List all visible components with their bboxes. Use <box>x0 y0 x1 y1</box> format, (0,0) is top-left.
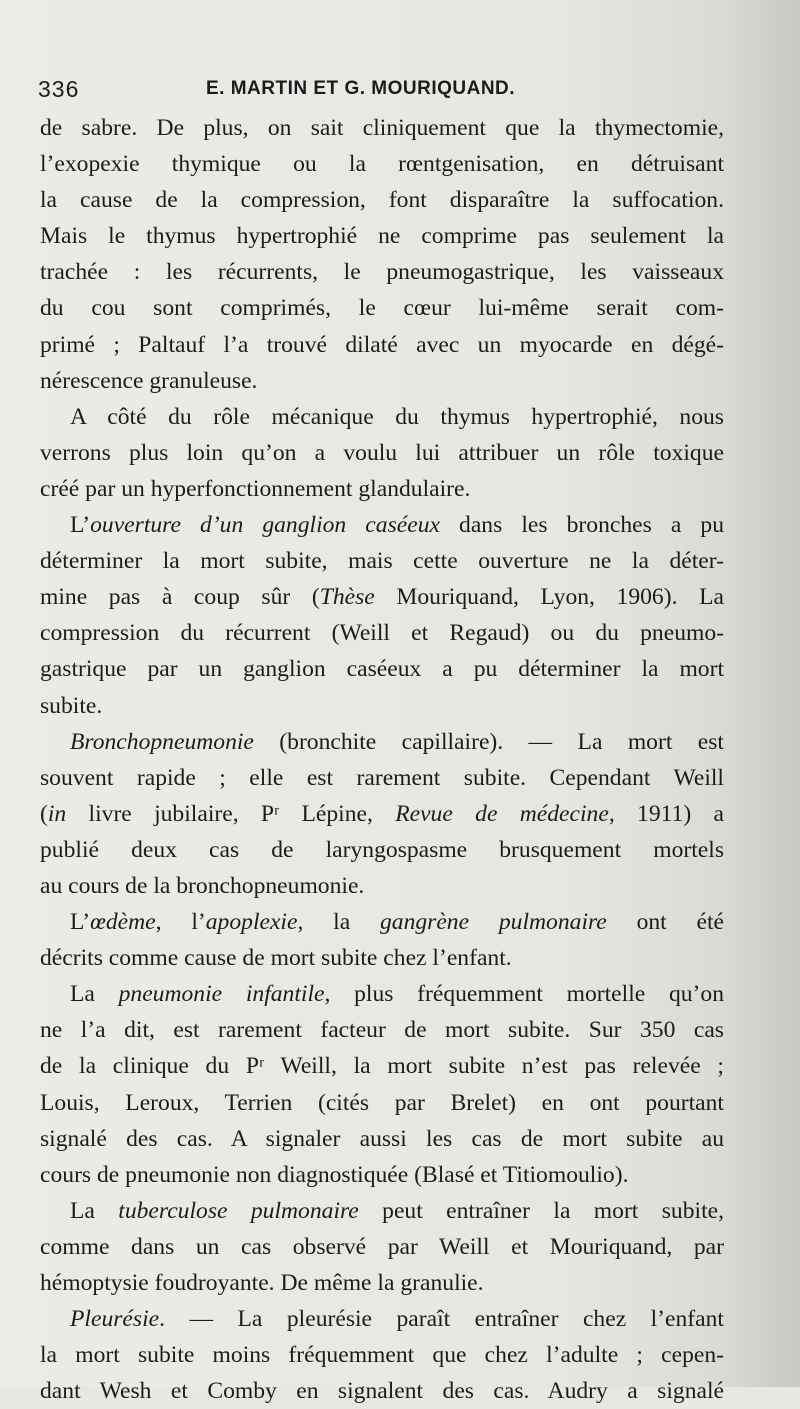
text-run: hémoptysie foudroyante. De même la granulie. <box>40 1270 484 1296</box>
text-run: L’ <box>70 909 91 936</box>
text-run: dans les bronches a pu <box>439 512 724 539</box>
text-line <box>40 1121 724 1157</box>
text-line <box>40 1373 724 1409</box>
text-line <box>40 796 724 832</box>
text-line <box>40 1193 724 1229</box>
text-run: ( <box>40 800 48 827</box>
italic-text: Bronchopneumonie <box>70 728 254 755</box>
italic-text: ouverture d’un ganglion caséeux <box>90 512 440 539</box>
text-run: la mort subite moins fréquemment que chez l’adulte ; cepen- <box>40 1342 724 1369</box>
text-run: au cours de la bronchopneumonie. <box>40 872 365 899</box>
text-line <box>40 1337 724 1373</box>
text-line <box>40 1301 724 1337</box>
text-line <box>40 615 724 651</box>
text-run: mine pas à coup sûr ( <box>40 584 320 611</box>
text-run: ne l’a dit, est rarement facteur de mort subite. Sur 350 cas <box>40 1017 724 1044</box>
text-line <box>40 507 724 543</box>
text-line <box>40 1085 724 1121</box>
text-run: Mouriquand, Lyon, 1906). La <box>374 584 724 611</box>
text-run: gastrique par un ganglion caséeux a pu déterminer la mort <box>40 656 724 683</box>
text-line <box>40 182 724 218</box>
italic-text: Thèse <box>319 584 375 611</box>
text-line <box>40 1048 724 1084</box>
text-run: subite. <box>40 692 103 719</box>
text-run: . — La pleurésie paraît entraîner chez l’enfant <box>159 1306 724 1333</box>
text-run: la cause de la compression, font disparaître la suffocation. <box>40 187 724 214</box>
text-run: de sabre. De plus, on sait cliniquement que la thymectomie, <box>40 115 724 141</box>
italic-text: apoplexie <box>205 909 298 936</box>
text-line <box>40 218 724 254</box>
text-line <box>40 399 724 435</box>
text-line <box>40 976 724 1012</box>
italic-text: tuberculose pulmonaire <box>118 1197 359 1224</box>
body-text <box>40 110 724 1409</box>
text-run: souvent rapide ; elle est rarement subite. Cependant Weill <box>40 764 724 791</box>
page-header <box>38 76 758 106</box>
italic-text: Pleurésie <box>70 1306 160 1333</box>
italic-text: pneumonie infantile <box>118 981 325 1008</box>
page-number: 336 <box>38 76 80 102</box>
italic-text: Revue de médecine <box>395 800 609 827</box>
text-run: trachée : les récurrents, le pneumogastrique, les vaisseaux <box>40 259 724 286</box>
text-line <box>40 327 724 363</box>
text-run: signalé des cas. A signaler aussi les cas de mort subite au <box>40 1125 724 1152</box>
text-run: du cou sont comprimés, le cœur lui-même serait com- <box>40 295 724 322</box>
italic-text: in <box>47 800 67 827</box>
text-run: dant Wesh et Comby en signalent des cas. Audry a signalé <box>40 1378 724 1405</box>
text-run: de la clinique du Pʳ Weill, la mort subite n’est pas relevée ; <box>40 1053 724 1080</box>
text-run: publié deux cas de laryngospasme brusquement mortels <box>40 836 724 863</box>
text-run: Mais le thymus hypertrophié ne comprime pas seulement la <box>40 223 724 250</box>
text-line <box>40 290 724 326</box>
text-line <box>40 254 724 290</box>
text-run: , plus fréquemment mortelle qu’on <box>324 981 724 1008</box>
text-line <box>40 1229 724 1265</box>
text-line <box>40 1157 724 1193</box>
text-line <box>40 904 724 940</box>
text-run: l’exopexie thymique ou la rœntgenisation, en détruisant <box>40 151 724 178</box>
text-run: , la <box>297 909 380 936</box>
text-line <box>40 471 724 507</box>
italic-text: gangrène pulmonaire <box>379 909 607 936</box>
text-run: déterminer la mort subite, mais cette ouverture ne la déter- <box>40 548 724 575</box>
text-line <box>40 146 724 182</box>
text-line <box>40 688 724 724</box>
running-head: E. MARTIN ET G. MOURIQUAND. <box>206 78 516 99</box>
text-run: compression du récurrent (Weill et Regaud) ou du pneumo- <box>40 620 724 647</box>
text-line <box>40 1012 724 1048</box>
text-run: L’ <box>70 512 91 539</box>
text-run: Louis, Leroux, Terrien (cités par Brelet) en ont pourtant <box>40 1089 724 1116</box>
text-run: comme dans un cas observé par Weill et Mouriquand, par <box>40 1233 724 1260</box>
text-line <box>40 760 724 796</box>
text-run: peut entraîner la mort subite, <box>358 1197 724 1224</box>
text-run: ont été <box>606 909 724 936</box>
text-line <box>40 435 724 471</box>
text-run: La <box>70 1197 119 1224</box>
text-line <box>40 832 724 868</box>
text-run: A côté du rôle mécanique du thymus hypertrophié, nous <box>70 403 724 430</box>
text-line <box>40 579 724 615</box>
text-run: La <box>70 981 119 1008</box>
text-run: , 1911) a <box>608 800 724 827</box>
text-run: décrits comme cause de mort subite chez l’enfant. <box>40 945 512 972</box>
text-run: nérescence granuleuse. <box>40 367 258 394</box>
text-line <box>40 363 724 399</box>
text-line <box>40 110 724 146</box>
text-run: , l’ <box>155 909 206 936</box>
text-line <box>40 651 724 687</box>
text-line <box>40 1265 724 1301</box>
text-run: créé par un hyperfonctionnement glandulaire. <box>40 475 471 502</box>
text-line <box>40 724 724 760</box>
text-line <box>40 868 724 904</box>
text-line <box>40 940 724 976</box>
text-run: (bronchite capillaire). — La mort est <box>253 728 724 755</box>
italic-text: œdème <box>90 909 156 936</box>
text-run: livre jubilaire, Pʳ Lépine, <box>66 800 396 827</box>
text-line <box>40 543 724 579</box>
text-run: verrons plus loin qu’on a voulu lui attribuer un rôle toxique <box>40 439 724 466</box>
text-run: primé ; Paltauf l’a trouvé dilaté avec un myocarde en dégé- <box>40 331 724 358</box>
text-run: cours de pneumonie non diagnostiquée (Blasé et Titiomoulio). <box>40 1161 629 1188</box>
